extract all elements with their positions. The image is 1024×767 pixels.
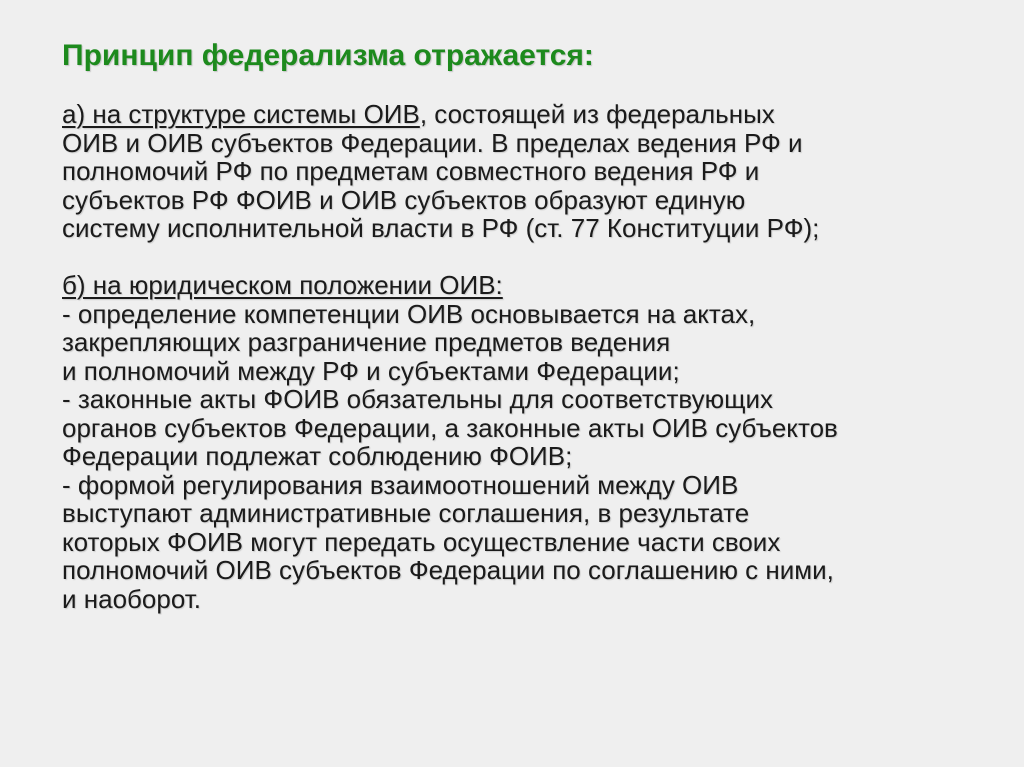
section-b-heading-line — [62, 271, 1002, 300]
section-b-line-5: органов субъектов Федерации, а законные акты ОИВ субъектов — [62, 412, 838, 443]
section-a-line-5: систему исполнительной власти в РФ (ст. 77 Конституции РФ); — [62, 213, 820, 243]
section-a-line-1 — [62, 100, 1002, 129]
section-b-line-3: и полномочий между РФ и субъектами Федерации; — [62, 355, 680, 386]
section-a-line-4: субъектов РФ ФОИВ и ОИВ субъектов образуют единую — [62, 184, 746, 215]
section-b-line-1: - определение компетенции ОИВ основывается на актах, — [62, 298, 756, 329]
section-b-line-6: Федерации подлежат соблюдению ФОИВ; — [62, 441, 573, 471]
section-b-line-4: - законные акты ФОИВ обязательны для соответствующих — [62, 384, 774, 414]
paragraph-gap — [62, 243, 1002, 272]
section-b-line-2: закрепляющих разграничение предметов ведения — [62, 327, 671, 357]
section-a-line-3: полномочий РФ по предметам совместного ведения РФ и — [62, 156, 760, 186]
section-b-line-9: которых ФОИВ могут передать осуществление части своих — [62, 526, 781, 557]
section-b-line-11: и наоборот. — [62, 583, 201, 614]
section-a-text-1: , состоящей из федеральных — [419, 99, 775, 129]
slide-title: Принцип федерализма отражается: — [62, 39, 594, 72]
slide-body — [62, 100, 1002, 613]
section-b-line-8: выступают административные соглашения, в результате — [62, 498, 750, 528]
section-b-heading: б) на юридическом положении ОИВ: — [62, 270, 503, 300]
section-b-line-7: - формой регулирования взаимоотношений между ОИВ — [62, 469, 739, 500]
section-a-line-2: ОИВ и ОИВ субъектов Федерации. В пределах ведения РФ и — [62, 127, 803, 158]
section-a-heading: а) на структуре системы ОИВ — [62, 99, 420, 129]
section-b-line-10: полномочий ОИВ субъектов Федерации по соглашению с ними, — [62, 555, 834, 585]
